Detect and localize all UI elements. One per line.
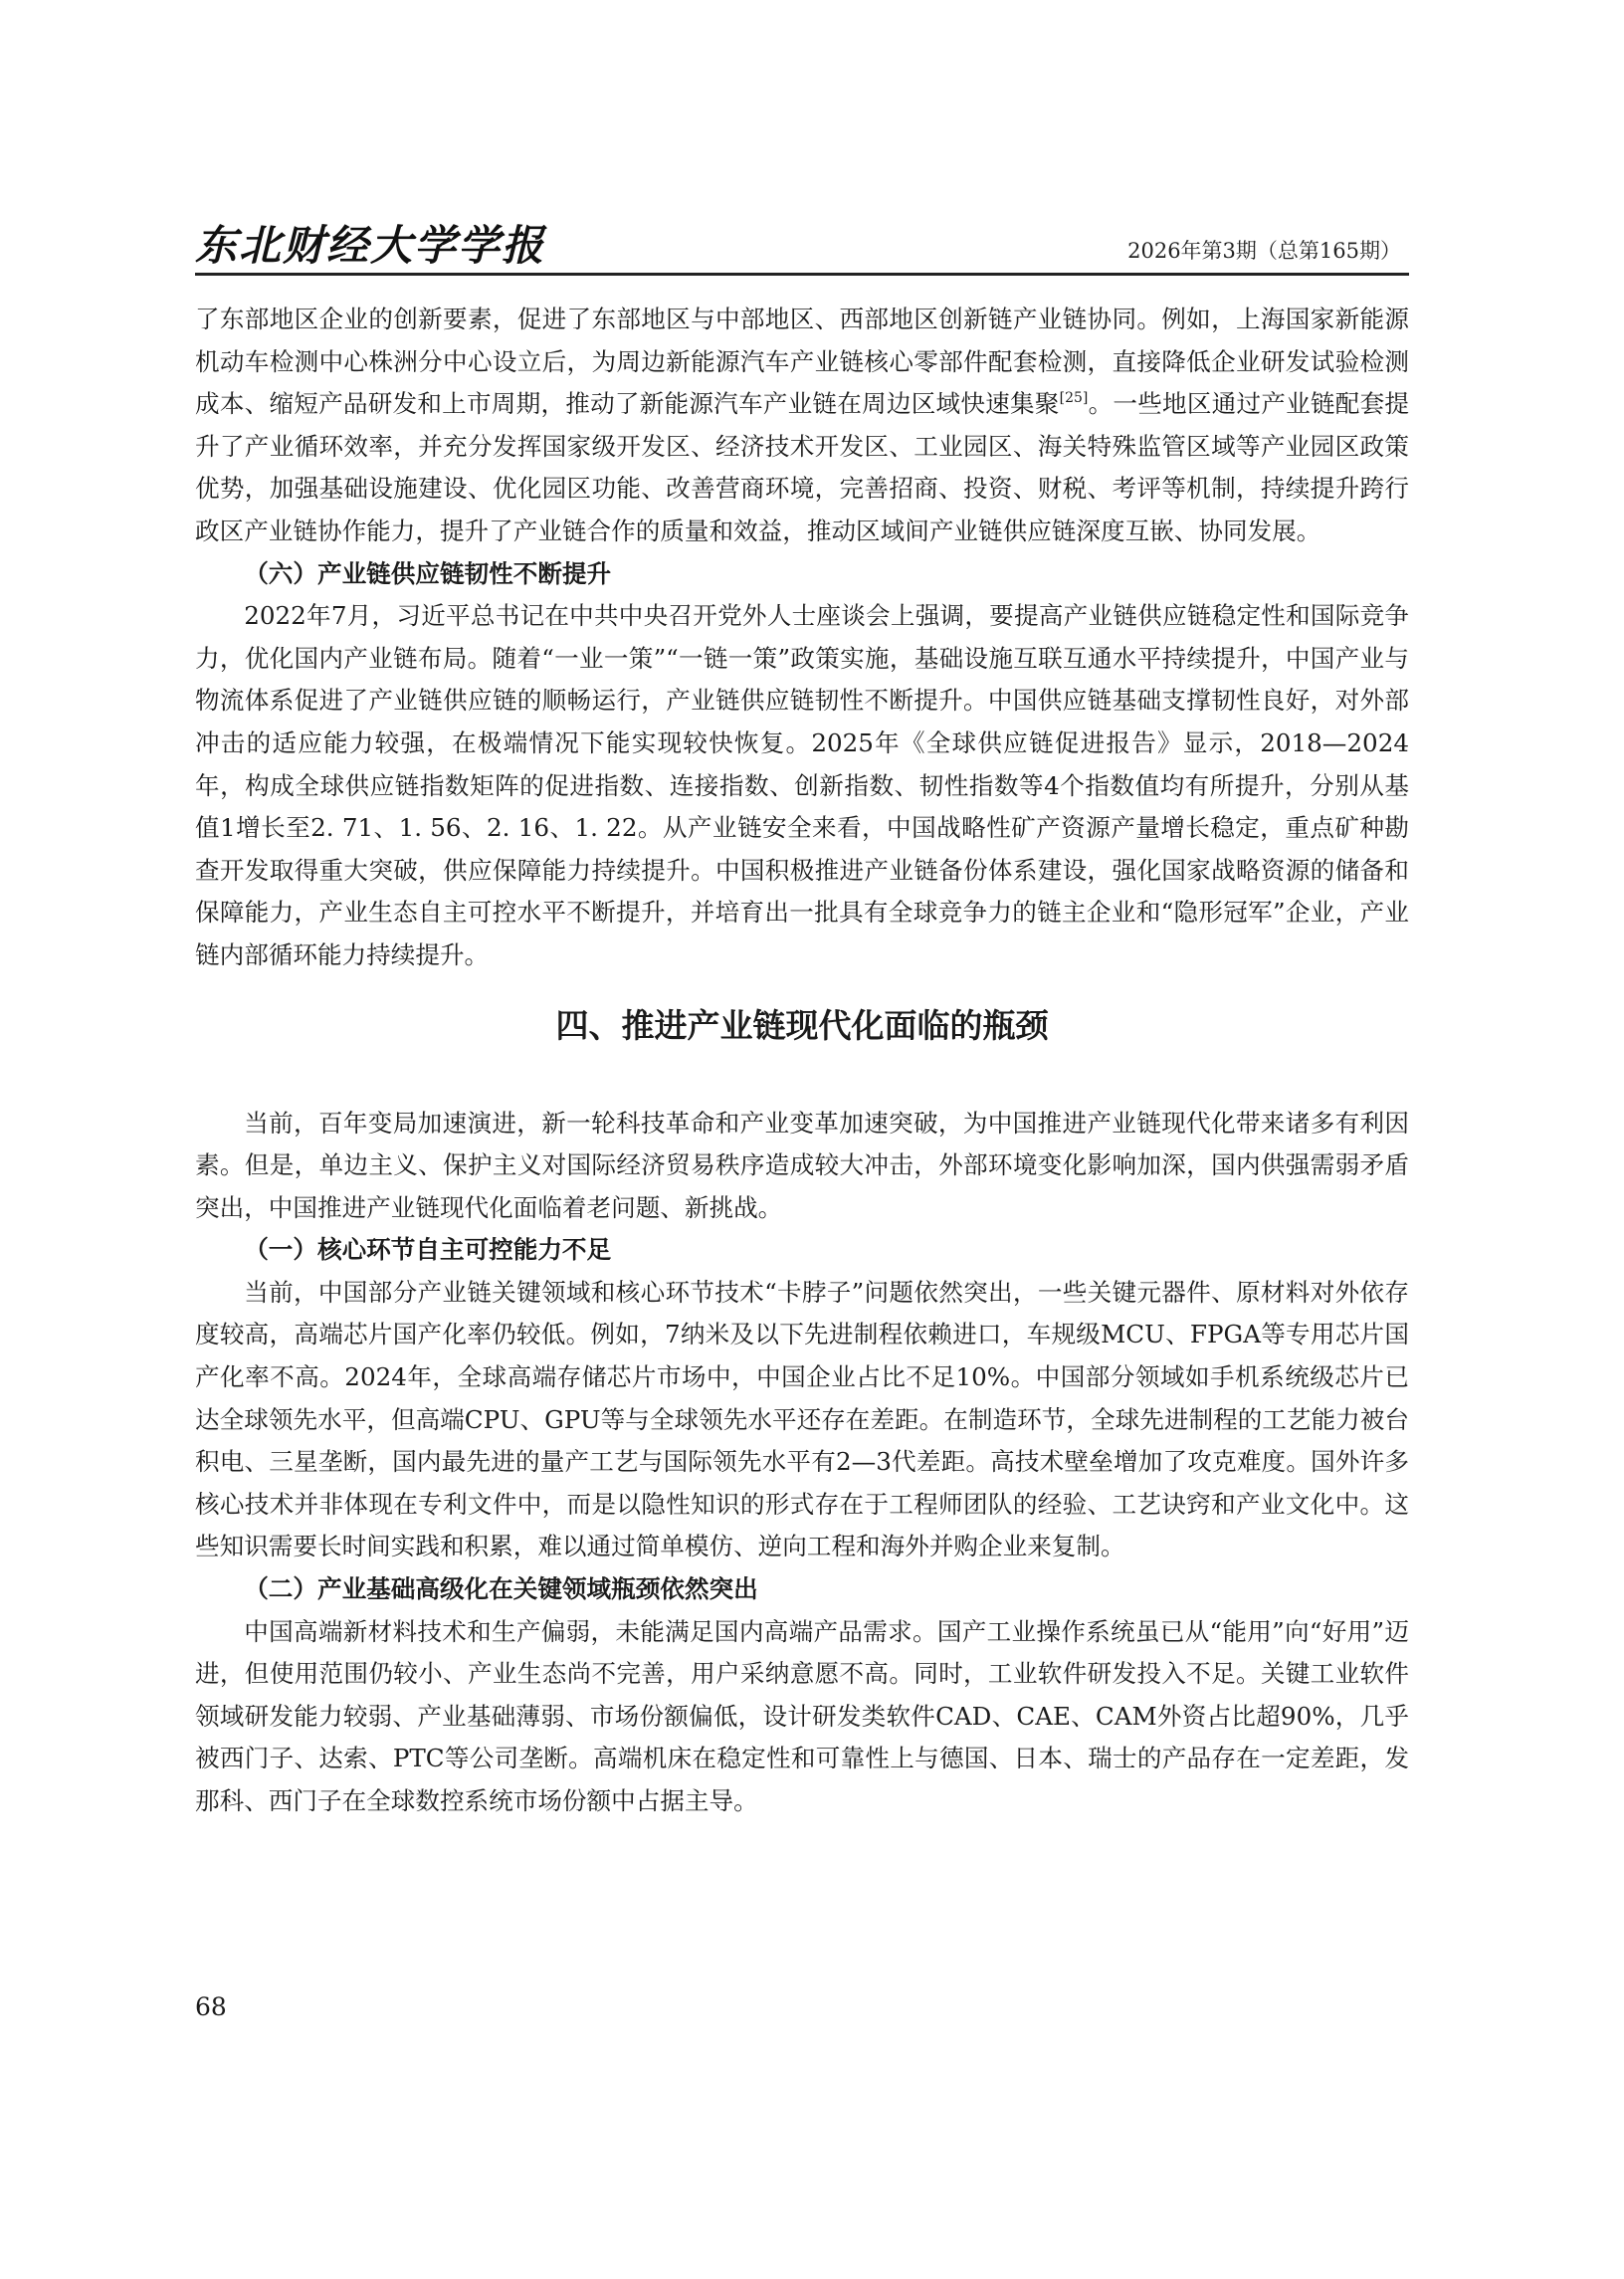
page-number: 68	[195, 1992, 227, 2021]
citation-25: [25]	[1059, 390, 1089, 407]
page-header	[195, 211, 1409, 275]
paragraph-5: 中国高端新材料技术和生产偏弱，未能满足国内高端产品需求。国产工业操作系统虽已从“能用”向“好用”迈进，但使用范围仍较小、产业生态尚不完善，用户采纳意愿不高。同时，工业软件研发投入不足。关键工业软件领域研发能力较弱、产业基础薄弱、市场份额偏低，设计研发类软件CAD、CAE、CAM外资占比超90%，几乎被西门子、达索、PTC等公司垄断。高端机床在稳定性和可靠性上与德国、日本、瑞士的产品存在一定差距，发那科、西门子在全球数控系统市场份额中占据主导。	[195, 1616, 1409, 1815]
paragraph-2: 2022年7月，习近平总书记在中共中央召开党外人士座谈会上强调，要提高产业链供应链稳定性和国际竞争力，优化国内产业链布局。随着“一业一策”“一链一策”政策实施，基础设施互联互通水平持续提升，中国产业与物流体系促进了产业链供应链的顺畅运行，产业链供应链韧性不断提升。中国供应链基础支撑韧性良好，对外部冲击的适应能力较强，在极端情况下能实现较快恢复。2025年《全球供应链促进报告》显示，2018—2024年，构成全球供应链指数矩阵的促进指数、连接指数、创新指数、韧性指数等4个指数值均有所提升，分别从基值1增长至2. 71、1. 56、2. 16、1. 22。从产业链安全来看，中国战略性矿产资源产量增长稳定，重点矿种勘查开发取得重大突破，供应保障能力持续提升。中国积极推进产业链备份体系建设，强化国家战略资源的储备和保障能力，产业生态自主可控水平不断提升，并培育出一批具有全球竞争力的链主企业和“隐形冠军”企业，产业链内部循环能力持续提升。	[195, 601, 1409, 969]
paragraph-1-text-a: 了东部地区企业的创新要素，促进了东部地区与中部地区、西部地区创新链产业链协同。例如，上海国家新能源机动车检测中心株洲分中心设立后，为周边新能源汽车产业链核心零部件配套检测，直接降低企业研发试验检测成本、缩短产品研发和上市周期，推动了新能源汽车产业链在周边区域快速集聚	[195, 305, 1409, 419]
subsection-heading-1: （一）核心环节自主可控能力不足	[244, 1235, 612, 1265]
paragraph-4: 当前，中国部分产业链关键领域和核心环节技术“卡脖子”问题依然突出，一些关键元器件、原材料对外依存度较高，高端芯片国产化率仍较低。例如，7纳米及以下先进制程依赖进口，车规级MCU、FPGA等专用芯片国产化率不高。2024年，全球高端存储芯片市场中，中国企业占比不足10%。中国部分领域如手机系统级芯片已达全球领先水平，但高端CPU、GPU等与全球领先水平还存在差距。在制造环节，全球先进制程的工艺能力被台积电、三星垄断，国内最先进的量产工艺与国际领先水平有2—3代差距。高技术壁垒增加了攻克难度。国外许多核心技术并非体现在专利文件中，而是以隐性知识的形式存在于工程师团队的经验、工艺诀窍和产业文化中。这些知识需要长时间实践和积累，难以通过简单模仿、逆向工程和海外并购企业来复制。	[195, 1277, 1409, 1561]
section-title-4: 四、推进产业链现代化面临的瓶颈	[555, 1005, 1049, 1045]
journal-title: 东北财经大学学报	[195, 221, 546, 270]
issue-info: 2026年第3期（总第165期）	[1127, 239, 1401, 263]
paragraph-3: 当前，百年变局加速演进，新一轮科技革命和产业变革加速突破，为中国推进产业链现代化带来诸多有利因素。但是，单边主义、保护主义对国际经济贸易秩序造成较大冲击，外部环境变化影响加深，国内供强需弱矛盾突出，中国推进产业链现代化面临着老问题、新挑战。	[195, 1108, 1409, 1222]
header-rule	[195, 273, 1409, 276]
paragraph-1-text-b: 。一些地区通过产业链配套提升了产业循环效率，并充分发挥国家级开发区、经济技术开发区、工业园区、海关特殊监管区域等产业园区政策优势，加强基础设施建设、优化园区功能、改善营商环境，完善招商、投资、财税、考评等机制，持续提升跨行政区产业链协作能力，提升了产业链合作的质量和效益，推动区域间产业链供应链深度互嵌、协同发展。	[195, 389, 1409, 545]
section-spacer	[195, 1075, 1409, 1103]
subsection-heading-6: （六）产业链供应链韧性不断提升	[244, 558, 612, 588]
article-body	[195, 299, 1409, 1823]
subsection-heading-2: （二）产业基础高级化在关键领域瓶颈依然突出	[244, 1574, 758, 1604]
paragraph-1	[195, 299, 1409, 553]
